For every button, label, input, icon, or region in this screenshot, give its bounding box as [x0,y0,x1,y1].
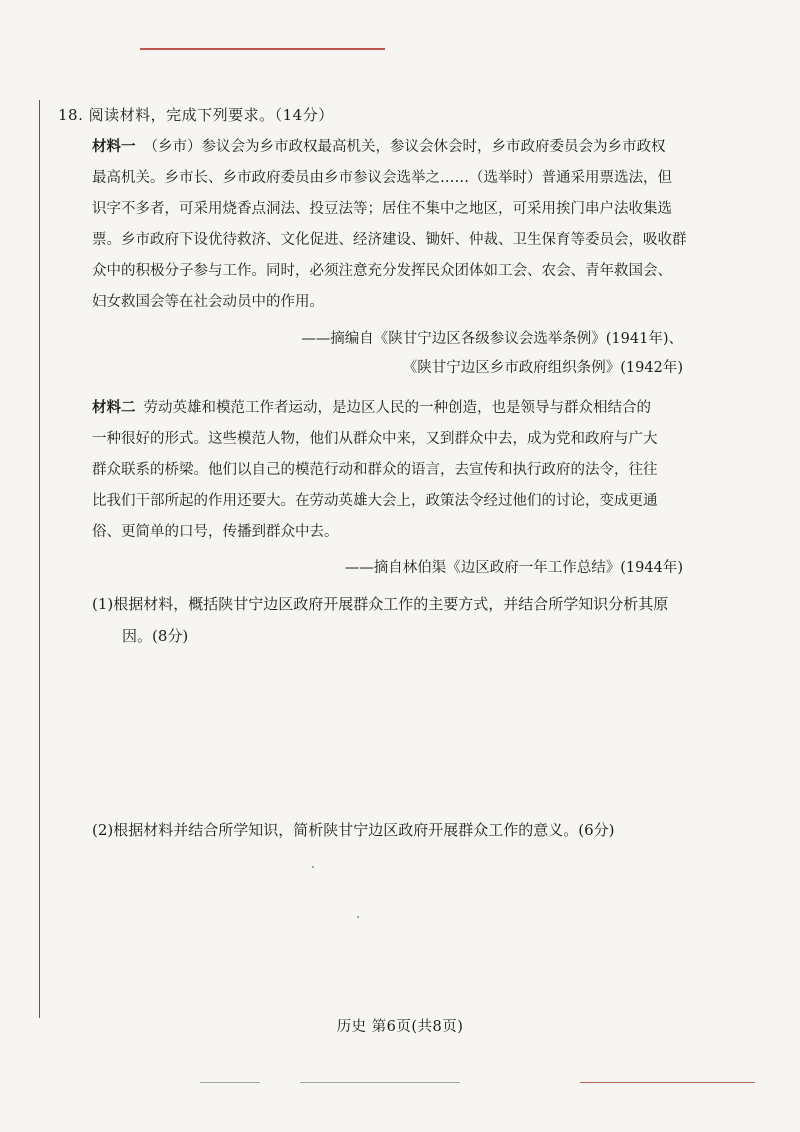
scan-speck [357,916,359,918]
material-one-source-line-2: 《陕甘宁边区乡市政府组织条例》(1942年) [402,360,683,376]
material-one-line-5: 众中的积极分子参与工作。同时，必须注意充分发挥民众团体如工会、农会、青年救国会、 [92,263,672,279]
top-decorative-rule [140,48,385,50]
answer-area-2[interactable] [92,848,702,1008]
material-two-line-5: 俗、更简单的口号，传播到群众中去。 [92,524,339,540]
sub-question-1 [92,588,702,652]
bottom-rule [200,1082,260,1083]
question-heading: 18. 阅读材料，完成下列要求。（14分） [58,106,334,124]
sub-question-1-line-1: (1)根据材料，概括陕甘宁边区政府开展群众工作的主要方式，并结合所学知识分析其原 [92,595,669,613]
material-one-line-3: 识字不多者，可采用烧香点洞法、投豆法等；居住不集中之地区，可采用挨门串户法收集选 [92,201,672,217]
scan-speck [312,866,314,868]
material-one-source-line-1: ——摘编自《陕甘宁边区各级参议会选举条例》(1941年)、 [301,331,683,347]
material-one-line-1: 材料一 （乡市）参议会为乡市政权最高机关，参议会休会时，乡市政府委员会为乡市政权 [92,138,666,155]
material-one [92,131,687,318]
material-two-source: ——摘自林伯渠《边区政府一年工作总结》(1944年) [344,560,683,576]
sub-question-2: (2)根据材料并结合所学知识，简析陕甘宁边区政府开展群众工作的意义。(6分) [92,821,615,839]
material-one-label: 材料一 [92,138,136,155]
answer-area-1[interactable] [92,660,702,805]
material-two-line-4: 比我们干部所起的作用还要大。在劳动英雄大会上，政策法令经过他们的讨论，变成更通 [92,493,658,509]
material-two-line-3: 群众联系的桥梁。他们以自己的模范行动和群众的语言，去宣传和执行政府的法令，往往 [92,462,658,478]
material-two-label: 材料二 [92,399,136,416]
material-two-line-1: 材料二 劳动英雄和模范工作者运动，是边区人民的一种创造，也是领导与群众相结合的 [92,399,651,416]
left-margin-line [39,100,40,1018]
material-one-line-4: 票。乡市政府下设优待救济、文化促进、经济建设、锄奸、仲裁、卫生保育等委员会，吸收群 [92,232,687,248]
bottom-rule [580,1082,755,1083]
material-one-line-6: 妇女救国会等在社会动员中的作用。 [92,294,324,310]
bottom-rule [300,1082,460,1083]
sub-question-1-line-2: 因。(8分) [122,627,189,645]
material-one-line-2: 最高机关。乡市长、乡市政府委员由乡市参议会选举之……（选举时）普通采用票选法，但 [92,170,672,186]
material-two-line-2: 一种很好的形式。这些模范人物，他们从群众中来，又到群众中去，成为党和政府与广大 [92,431,658,447]
page-footer: 历史 第6页(共8页) [336,1019,464,1035]
material-two [92,392,682,548]
